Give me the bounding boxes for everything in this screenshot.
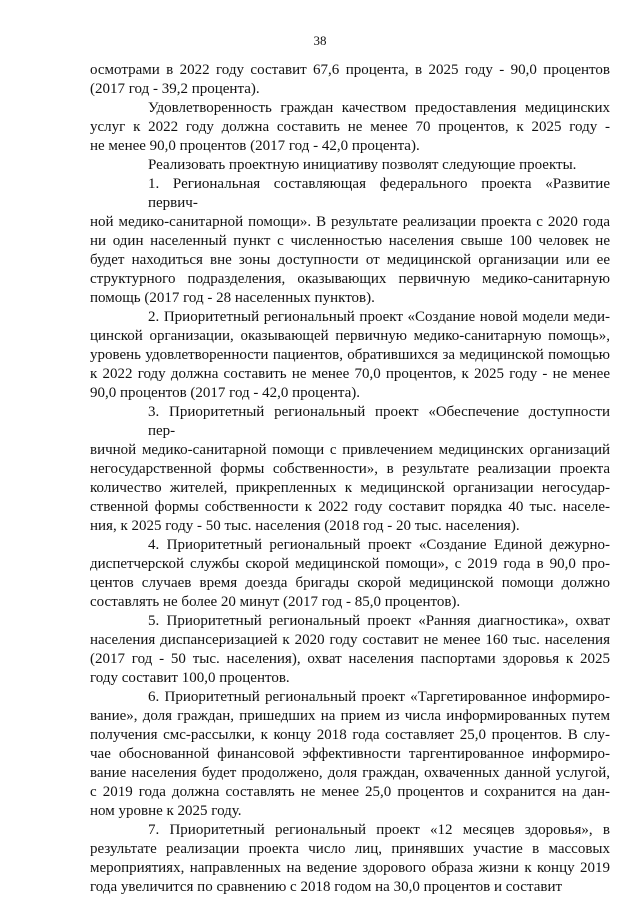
text-line: Реализовать проектную инициативу позволят следующие проекты. (148, 157, 577, 173)
paragraph (90, 61, 610, 99)
text-line: цинской организации, оказывающей первичную медико-санитарную помощь», (90, 328, 610, 344)
text-line: года увеличится по сравнению с 2018 годом на 30,0 процентов и составит (90, 879, 563, 895)
text-line: населения диспансеризацией к 2020 году составит не менее 160 тыс. населения (90, 632, 610, 648)
text-line: 4. Приоритетный региональный проект «Создание Единой дежурно- (148, 537, 610, 553)
text-line: количество жителей, прикрепленных к медицинской организации негосудар- (90, 480, 610, 496)
text-line: чае обоснованной финансовой эффективности таргентированное информиро- (90, 746, 610, 762)
text-line: с 2019 года должна составлять не менее 25,0 процентов и сохранится на дан- (90, 784, 610, 800)
paragraph (90, 612, 610, 688)
text-line: мероприятиях, направленных на ведение здорового образа жизни к концу 2019 (90, 860, 610, 876)
text-line: уровень удовлетворенности пациентов, обратившихся за медицинской помощью (90, 347, 610, 363)
text-line: Удовлетворенность граждан качеством предоставления медицинских (148, 100, 610, 116)
text-line: диспетчерской службы скорой медицинской помощи», с 2019 года в 90,0 про- (90, 556, 610, 572)
text-line: вичной медико-санитарной помощи с привлечением медицинских организаций (90, 442, 610, 458)
paragraph (90, 175, 610, 308)
text-line: осмотрами в 2022 году составит 67,6 процента, в 2025 году - 90,0 процентов (90, 62, 610, 78)
document-body (90, 61, 610, 897)
text-line: ной медико-санитарной помощи». В результате реализации проекта с 2020 года (90, 214, 610, 230)
text-line: к 2022 году должна составить не менее 70,0 процентов, к 2025 году - не менее (90, 366, 610, 382)
text-line: будет находиться вне зоны доступности от медицинской организации или ее (90, 252, 610, 268)
text-line: 6. Приоритетный региональный проект «Таргетированное информиро- (148, 689, 610, 705)
text-line: негосударственной формы собственности», в результате реализации проекта (90, 461, 610, 477)
text-line: результате реализации проекта число лиц, принявших участие в массовых (90, 841, 610, 857)
text-line: вание», доля граждан, пришедших на прием из числа информированных путем (90, 708, 610, 724)
text-line: (2017 год - 50 тыс. населения), охват населения паспортами здоровья к 2025 (90, 651, 610, 667)
paragraph (90, 156, 610, 175)
text-line: ни один населенный пункт с численностью населения свыше 100 человек не (90, 233, 610, 249)
text-line: 90,0 процентов (2017 год - 42,0 процента). (90, 385, 361, 401)
paragraph (90, 536, 610, 612)
text-line: 5. Приоритетный региональный проект «Ранняя диагностика», охват (148, 613, 610, 629)
paragraph (90, 688, 610, 821)
text-line: структурного подразделения, оказывающих первичную медико-санитарную (90, 271, 610, 287)
text-line: (2017 год - 39,2 процента). (90, 81, 260, 97)
text-line: центов случаев время доезда бригады скорой медицинской помощи должно (90, 575, 610, 591)
text-line: ственной формы собственности к 2022 году составит порядка 40 тыс. населе- (90, 499, 610, 515)
paragraph (90, 821, 610, 897)
paragraph (90, 403, 610, 536)
text-line: ния, к 2025 году - 50 тыс. населения (2018 год - 20 тыс. населения). (90, 518, 520, 534)
text-line: не менее 90,0 процентов (2017 год - 42,0 процента). (90, 138, 420, 154)
text-line: вание населения будет продолжено, доля граждан, охваченных данной услугой, (90, 765, 610, 781)
text-line: услуг к 2022 году должна составить не менее 70 процентов, к 2025 году - (90, 119, 610, 135)
text-line: помощь (2017 год - 28 населенных пунктов). (90, 290, 375, 306)
text-line: составлять не более 20 минут (2017 год - 85,0 процентов). (90, 594, 461, 610)
page-number: 38 (313, 33, 327, 48)
text-line: году составит 100,0 процентов. (90, 670, 290, 686)
paragraph (90, 308, 610, 403)
text-line: получения смс-рассылки, к концу 2018 года составляет 25,0 процентов. В слу- (90, 727, 610, 743)
text-line: ном уровне к 2025 году. (90, 803, 242, 819)
text-line: 1. Региональная составляющая федерального проекта «Развитие первич- (148, 176, 610, 211)
text-line: 7. Приоритетный региональный проект «12 месяцев здоровья», в (148, 822, 610, 838)
paragraph (90, 99, 610, 156)
text-line: 3. Приоритетный региональный проект «Обеспечение доступности пер- (148, 404, 610, 439)
text-line: 2. Приоритетный региональный проект «Создание новой модели меди- (148, 309, 610, 325)
